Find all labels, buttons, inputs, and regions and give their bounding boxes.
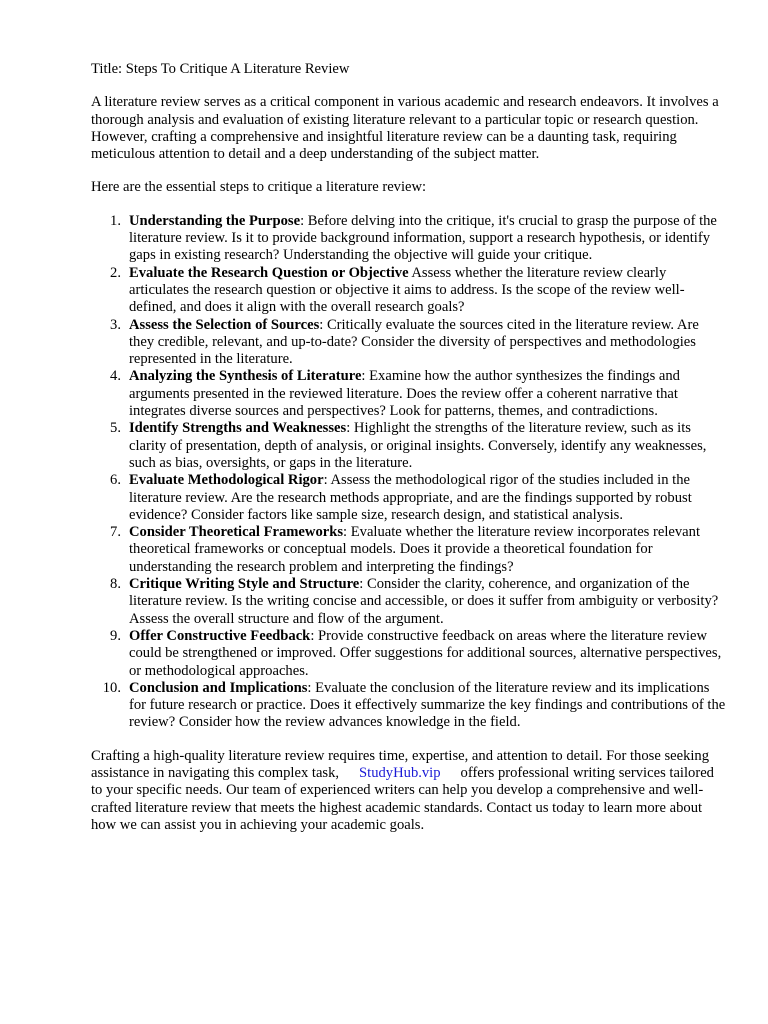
- step-heading: Conclusion and Implications: [129, 679, 308, 696]
- step-body: : Before delving into the critique, it's crucial to grasp the purpose of the literature review. Is it to provide background information, support a research hypothesis, or identify gaps in existing research? Understanding the objective will guide your critique.: [129, 212, 717, 264]
- step-heading: Consider Theoretical Frameworks: [129, 524, 344, 541]
- step-number: 4.: [110, 368, 121, 385]
- document-title: Title: Steps To Critique A Literature Review: [91, 61, 350, 77]
- step-body: : Examine how the author synthesizes the findings and arguments presented in the reviewed literature. Does the review offer a coherent narrative that integrates diverse sources and perspectives? Look for patterns, themes, and contradictions.: [129, 368, 680, 420]
- step-heading: Identify Strengths and Weaknesses: [129, 420, 347, 437]
- closing-text-before: Crafting a high-quality literature review requires time, expertise, and attention to detail. For those seeking assistance in navigating this complex task,: [91, 747, 710, 781]
- step-number: 1.: [110, 212, 121, 229]
- step-body: : Assess the methodological rigor of the studies included in the literature review. Are the research methods appropriate, and are the findings supported by robust evidence? Consider factors like sample size, research design, and statistical analysis.: [129, 472, 692, 523]
- closing-paragraph: [91, 748, 717, 834]
- step-body: : Provide constructive feedback on areas where the literature review could be strengthened or improved. Offer suggestions for additional sources, alternative perspectives, or methodological approaches.: [129, 627, 722, 679]
- step-item: [91, 472, 727, 524]
- closing-text-after: offers professional writing services tailored to your specific needs. Our team of experienced writers can help you develop a comprehensive and well-crafted literature review that meets the highest academic standards. Contact us today to learn more about how we can assist you in achieving your academic goals.: [91, 764, 714, 833]
- step-item: [91, 368, 727, 420]
- step-body: Assess whether the literature review clearly articulates the research question or objective it aims to address. Is the scope of the review well-defined, and does it align with the overall research goals?: [129, 264, 685, 316]
- step-item: [91, 524, 727, 576]
- step-item: [91, 420, 727, 472]
- step-item: [91, 317, 727, 369]
- step-number: 7.: [110, 524, 121, 541]
- step-heading: Assess the Selection of Sources: [129, 316, 320, 333]
- step-number: 3.: [110, 316, 121, 333]
- step-number: 5.: [110, 420, 121, 437]
- step-item: [91, 576, 727, 628]
- step-item: [91, 265, 727, 317]
- step-heading: Critique Writing Style and Structure: [129, 576, 360, 593]
- step-body: : Evaluate the conclusion of the literature review and its implications for future research or practice. Does it effectively summarize the key findings and contributions of the review? Consider how the review advances knowledge in the field.: [129, 679, 726, 731]
- step-number: 6.: [110, 472, 121, 489]
- step-number: 9.: [110, 627, 121, 644]
- step-number: 8.: [110, 576, 121, 593]
- step-heading: Offer Constructive Feedback: [129, 627, 311, 644]
- intro-paragraph: A literature review serves as a critical component in various academic and research endeavors. It involves a thorough analysis and evaluation of existing literature relevant to a particular topic or research question. However, crafting a comprehensive and insightful literature review can be a daunting task, requiring meticulous attention to detail and a deep understanding of the subject matter.: [91, 94, 719, 163]
- step-heading: Analyzing the Synthesis of Literature: [129, 368, 362, 385]
- step-heading: Evaluate the Research Question or Objective: [129, 264, 409, 281]
- steps-lead-text: Here are the essential steps to critique a literature review:: [91, 179, 427, 196]
- step-item: [91, 680, 727, 732]
- step-body: : Highlight the strengths of the literature review, such as its clarity of presentation, depth of analysis, or original insights. Conversely, identify any weaknesses, such as bias, oversights, or gaps in the literature.: [129, 420, 707, 471]
- step-heading: Evaluate Methodological Rigor: [129, 472, 324, 489]
- studyhub-link[interactable]: StudyHub.vip: [359, 764, 441, 781]
- step-body: : Critically evaluate the sources cited in the literature review. Are they credible, relevant, and up-to-date? Consider the diversity of perspectives and methodologies represented in the literature.: [129, 316, 699, 368]
- step-body: : Evaluate whether the literature review incorporates relevant theoretical frameworks or conceptual models. Does it provide a theoretical foundation for understanding the research problem and interpreting the findings?: [129, 524, 701, 575]
- step-number: 10.: [102, 679, 121, 696]
- step-number: 2.: [110, 264, 121, 281]
- step-heading: Understanding the Purpose: [129, 212, 301, 229]
- step-body: : Consider the clarity, coherence, and organization of the literature review. Is the writing concise and accessible, or does it suffer from ambiguity or verbosity? Assess the overall structure and flow of the argument.: [129, 576, 719, 627]
- step-item: [91, 628, 727, 680]
- steps-list: [91, 213, 728, 732]
- step-item: [91, 213, 727, 265]
